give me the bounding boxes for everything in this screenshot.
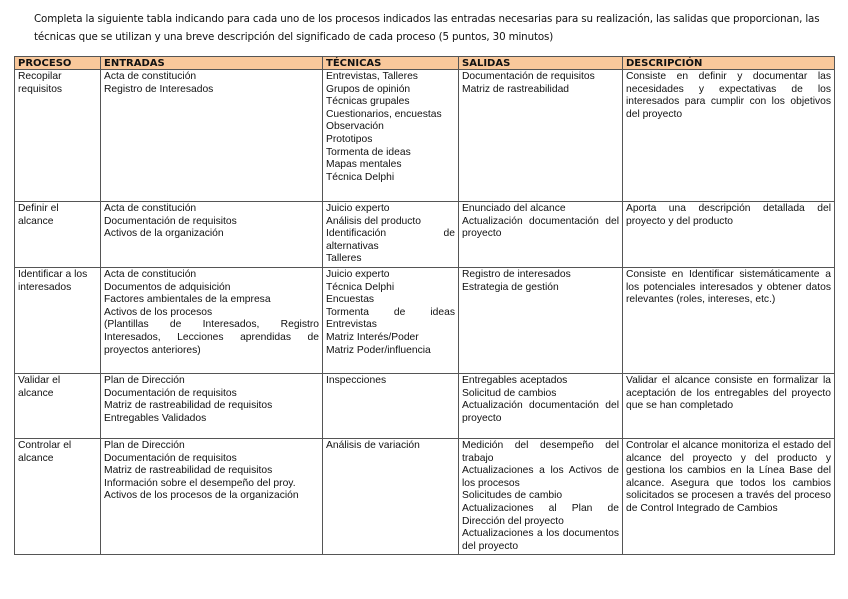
tecnica-item: Matriz Poder/influencia xyxy=(326,344,431,356)
salida-item: Actualización documentación del proyecto xyxy=(462,215,619,240)
cell-descripcion xyxy=(623,439,835,555)
table-row xyxy=(15,70,835,202)
tecnica-item: Prototipos xyxy=(326,133,373,145)
proceso-line: Controlar el xyxy=(18,440,72,451)
descripcion-text: Validar el alcance consiste en formalizar la aceptación de los entregables del proyecto que se han completado xyxy=(626,375,831,412)
tecnica-item: Grupos de opinión xyxy=(326,83,411,95)
salida-item: Enunciado del alcance xyxy=(462,203,566,214)
header-descripcion: DESCRIPCIÓN xyxy=(623,57,835,70)
entrada-item: Factores ambientales de la empresa xyxy=(104,294,271,306)
tecnica-item: Encuestas xyxy=(326,294,375,306)
tecnica-item: Inspecciones xyxy=(326,375,387,386)
salida-item: Actualizaciones al Plan de Dirección del proyecto xyxy=(462,502,619,527)
entrada-item: (Plantillas de Interesados, Registro Interesados, Lecciones aprendidas de proyectos anteriores) xyxy=(104,319,319,356)
cell-tecnicas xyxy=(323,70,459,202)
cell-proceso xyxy=(15,202,101,268)
salida-item: Registro de interesados xyxy=(462,269,571,280)
proceso-line: alcance xyxy=(18,215,54,227)
tecnica-item: Identificación de alternativas xyxy=(326,228,455,252)
cell-tecnicas xyxy=(323,268,459,374)
proceso-line: requisitos xyxy=(18,83,63,95)
header-tecnicas: TÉCNICAS xyxy=(323,57,459,70)
descripcion-text: Controlar el alcance monitoriza el estado del alcance del proyecto y del producto y gestiona los cambios en la Línea Base del alcance. Asegura que todos los cambios solicitados se procesen a través del proceso de Control Integrado de Cambios xyxy=(626,440,831,514)
header-proceso: PROCESO xyxy=(15,57,101,70)
proceso-line: Identificar a los xyxy=(18,269,88,280)
cell-entradas xyxy=(101,374,323,439)
entrada-item: Entregables Validados xyxy=(104,412,207,424)
tecnica-item: Juicio experto xyxy=(326,269,390,280)
cell-salidas xyxy=(459,374,623,439)
tecnica-item: Entrevistas xyxy=(326,319,377,331)
cell-salidas xyxy=(459,202,623,268)
cell-descripcion xyxy=(623,202,835,268)
salida-item: Medición del desempeño del trabajo xyxy=(462,440,619,464)
cell-entradas xyxy=(101,268,323,374)
cell-tecnicas xyxy=(323,202,459,268)
entrada-item: Plan de Dirección xyxy=(104,440,185,451)
cell-entradas xyxy=(101,439,323,555)
salida-item: Matriz de rastreabilidad xyxy=(462,83,570,95)
entrada-item: Documentación de requisitos xyxy=(104,387,237,399)
table-row xyxy=(15,268,835,374)
entrada-item: Información sobre el desempeño del proy. xyxy=(104,477,296,489)
process-table xyxy=(14,56,835,555)
descripcion-text: Consiste en definir y documentar las necesidades y expectativas de los interesados para cumplir con los objetivos del proyecto xyxy=(626,71,831,120)
proceso-line: alcance xyxy=(18,387,54,399)
tecnica-item: Técnica Delphi xyxy=(326,171,395,183)
cell-descripcion xyxy=(623,374,835,439)
table-row xyxy=(15,439,835,555)
entrada-item: Acta de constitución xyxy=(104,269,197,280)
salida-item: Actualización documentación del proyecto xyxy=(462,400,619,424)
salida-item: Solicitudes de cambio xyxy=(462,490,563,502)
tecnica-item: Mapas mentales xyxy=(326,159,402,171)
entrada-item: Registro de Interesados xyxy=(104,83,214,95)
salida-item: Entregables aceptados xyxy=(462,375,568,386)
header-row xyxy=(15,57,835,70)
cell-proceso xyxy=(15,439,101,555)
tecnica-item: Entrevistas, Talleres xyxy=(326,71,418,82)
salida-item: Documentación de requisitos xyxy=(462,71,595,82)
tecnica-item: Talleres xyxy=(326,253,362,265)
cell-tecnicas xyxy=(323,374,459,439)
cell-proceso xyxy=(15,374,101,439)
cell-tecnicas xyxy=(323,439,459,555)
proceso-line: Definir el xyxy=(18,203,59,214)
entrada-item: Acta de constitución xyxy=(104,203,197,214)
salida-item: Solicitud de cambios xyxy=(462,387,557,399)
proceso-line: alcance xyxy=(18,452,54,464)
proceso-line: interesados xyxy=(18,281,72,293)
entrada-item: Activos de los procesos xyxy=(104,306,213,318)
cell-entradas xyxy=(101,202,323,268)
cell-salidas xyxy=(459,268,623,374)
tecnica-item: Técnicas grupales xyxy=(326,96,410,108)
salida-item: Estrategia de gestión xyxy=(462,281,559,293)
table-row xyxy=(15,202,835,268)
cell-salidas xyxy=(459,439,623,555)
entrada-item: Plan de Dirección xyxy=(104,375,185,386)
entrada-item: Matriz de rastreabilidad de requisitos xyxy=(104,400,273,412)
proceso-line: Validar el xyxy=(18,375,61,386)
cell-proceso xyxy=(15,70,101,202)
tecnica-item: Cuestionarios, encuestas xyxy=(326,108,442,120)
cell-salidas xyxy=(459,70,623,202)
table-row xyxy=(15,374,835,439)
tecnica-item: Tormenta de ideas xyxy=(326,146,411,158)
header-salidas: SALIDAS xyxy=(459,57,623,70)
salida-item: Actualizaciones a los Activos de los procesos xyxy=(462,465,619,489)
entrada-item: Documentación de requisitos xyxy=(104,215,237,227)
entrada-item: Activos de los procesos de la organización xyxy=(104,490,299,502)
tecnica-item: Técnica Delphi xyxy=(326,281,395,293)
descripcion-text: Aporta una descripción detallada del proyecto y del producto xyxy=(626,203,831,227)
tecnica-item: Matriz Interés/Poder xyxy=(326,331,419,343)
cell-descripcion xyxy=(623,70,835,202)
entrada-item: Acta de constitución xyxy=(104,71,197,82)
descripcion-text: Consiste en Identificar sistemáticamente a los potenciales interesados y obtener datos relevantes (roles, intereses, etc.) xyxy=(626,269,831,306)
tecnica-item: Tormenta de ideas xyxy=(326,306,455,318)
tecnica-item: Juicio experto xyxy=(326,203,390,214)
tecnica-item: Observación xyxy=(326,121,384,133)
entrada-item: Matriz de rastreabilidad de requisitos xyxy=(104,465,273,477)
tecnica-item: Análisis del producto xyxy=(326,215,422,227)
entrada-item: Activos de la organización xyxy=(104,228,224,240)
tecnica-item: Análisis de variación xyxy=(326,440,420,451)
header-entradas: ENTRADAS xyxy=(101,57,323,70)
instructions-text: Completa la siguiente tabla indicando para cada uno de los procesos indicados las entradas necesarias para su realización, las salidas que proporcionan, las técnicas que se utilizan y una breve descripción del significado de cada proceso (5 puntos, 30 minutos) xyxy=(34,13,820,43)
cell-entradas xyxy=(101,70,323,202)
entrada-item: Documentos de adquisición xyxy=(104,281,231,293)
cell-proceso xyxy=(15,268,101,374)
proceso-line: Recopilar xyxy=(18,71,62,82)
entrada-item: Documentación de requisitos xyxy=(104,452,237,464)
salida-item: Actualizaciones a los documentos del proyecto xyxy=(462,528,619,552)
cell-descripcion xyxy=(623,268,835,374)
